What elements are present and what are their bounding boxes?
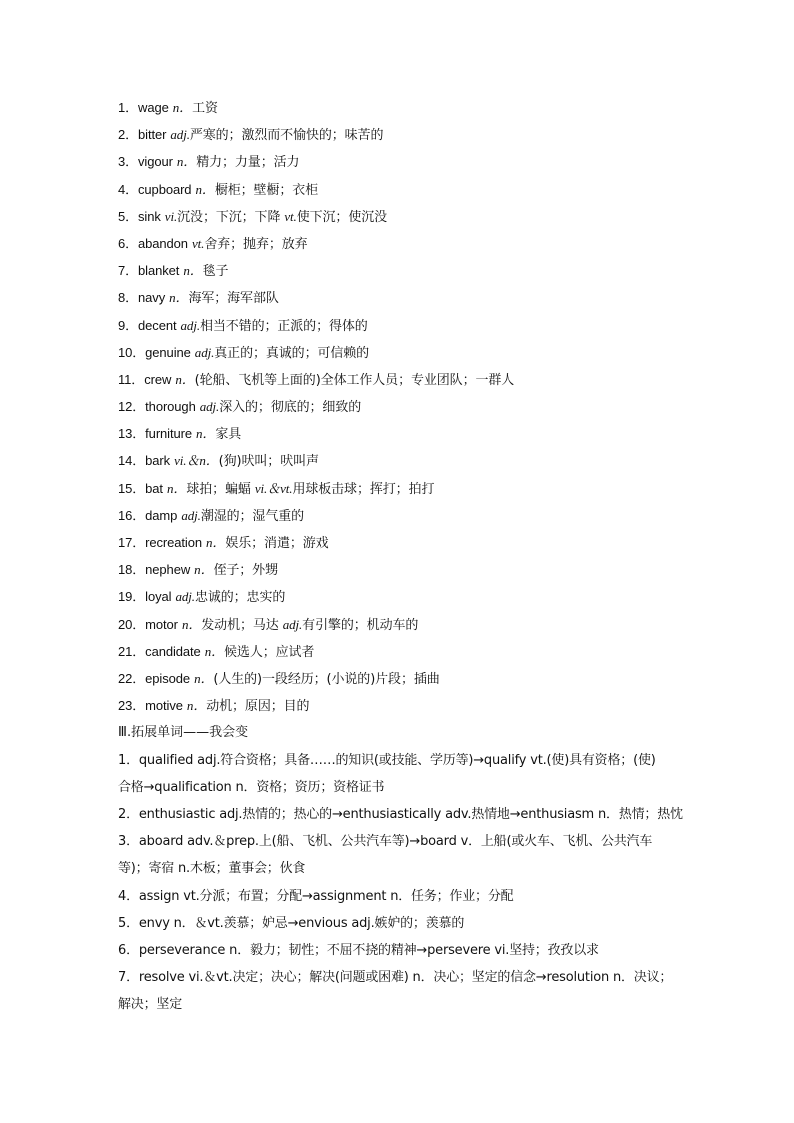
vocab-entry [118, 176, 683, 203]
headword: episode [145, 670, 191, 686]
extended-entry [118, 883, 683, 910]
entry-number: 3． [118, 154, 139, 170]
entry-text: 等)；寄宿 [118, 861, 179, 877]
part-of-speech: vi.＆n． [174, 453, 219, 469]
definition: 精力；力量；活力 [196, 155, 300, 171]
definition: 工资 [192, 101, 218, 116]
headword: vigour [138, 154, 173, 170]
entry-text: 热情；热忱 [618, 806, 683, 822]
headword: furniture [145, 426, 192, 442]
part-of-speech: n． [206, 535, 226, 550]
entry-line [118, 937, 683, 964]
part-of-speech: adj. [197, 752, 221, 768]
entry-text: 热情地→enthusiasm [471, 806, 598, 822]
entry-number: 13． [118, 426, 146, 442]
entry-number: 15． [118, 480, 146, 496]
vocab-entry [118, 638, 683, 665]
part-of-speech: n． [176, 154, 197, 170]
entry-line [118, 883, 683, 910]
part-of-speech: n． [181, 616, 202, 632]
part-of-speech: n． [175, 371, 195, 387]
headword: bat [145, 480, 163, 496]
entry-text: 决心；坚定的信念→resolution [433, 970, 613, 986]
headword: sink [138, 208, 161, 224]
entry-line [118, 774, 683, 801]
headword: candidate [145, 643, 201, 659]
vocab-entry [118, 611, 683, 638]
vocab-entry [118, 447, 683, 474]
entry-text: 5．envy [118, 915, 174, 931]
part-of-speech: v． [460, 834, 481, 850]
entry-text: 符合资格；具备……的知识(或技能、学历等)→qualify [220, 752, 531, 768]
entry-line [118, 828, 683, 855]
entry-text: 羡慕；妒忌→envious [223, 915, 352, 931]
part-of-speech: vi. [494, 942, 510, 958]
part-of-speech: n． [186, 698, 207, 714]
part-of-speech: vt. [192, 235, 205, 251]
part-of-speech: n．＆vt. [173, 915, 224, 931]
part-of-speech: adj. [170, 127, 190, 143]
headword: recreation [145, 535, 202, 550]
part-of-speech: n． [235, 779, 257, 795]
vocab-entry [118, 692, 683, 719]
entry-number: 7． [118, 263, 139, 279]
entry-number: 9． [118, 317, 139, 333]
definition: 潮湿的；湿气重的 [200, 508, 305, 524]
entry-number: 14． [118, 453, 146, 469]
headword: decent [138, 317, 177, 333]
headword: crew [144, 371, 172, 387]
part-of-speech: adj. [181, 507, 201, 523]
definition: 有引擎的；机动车的 [302, 617, 419, 633]
entry-line [118, 855, 683, 882]
part-of-speech: n． [229, 942, 251, 958]
part-of-speech: vt. [183, 888, 200, 904]
entry-line [118, 964, 683, 991]
headword: damp [145, 507, 178, 523]
definition: (轮船、飞机等上面的)全体工作人员；专业团队；一群人 [194, 372, 515, 388]
entry-number: 11． [118, 371, 145, 387]
entry-text: 3．aboard [118, 834, 188, 850]
part-of-speech: adj. [194, 344, 215, 360]
part-of-speech: n． [172, 100, 193, 115]
part-of-speech: adv. [445, 806, 472, 822]
vocab-entry [118, 203, 683, 230]
part-of-speech: adj. [351, 915, 375, 931]
part-of-speech: adj. [180, 317, 200, 333]
entry-line [118, 910, 683, 937]
part-of-speech: vi.＆vt. [254, 480, 293, 496]
entry-text: 毅力；韧性；不屈不挠的精神→persevere [250, 942, 495, 958]
part-of-speech: adv.＆prep. [187, 834, 259, 850]
vocab-entry [118, 393, 683, 420]
part-of-speech: adj. [219, 806, 243, 822]
definition: 海军；海军部队 [188, 291, 279, 307]
entry-text: 嫉妒的；羡慕的 [374, 915, 465, 931]
extended-entry [118, 801, 683, 828]
part-of-speech: n． [167, 480, 187, 496]
definition: (狗)吠叫；吠叫声 [218, 454, 319, 470]
entry-number: 19． [118, 589, 146, 605]
headword: motive [145, 698, 183, 714]
definition: 使下沉；使沉没 [296, 209, 388, 225]
entry-text: 木板；董事会；伙食 [190, 861, 306, 877]
headword: bark [145, 453, 171, 469]
extended-entry [118, 964, 683, 1018]
definition: 忠诚的；忠实的 [194, 590, 286, 606]
vocab-entry [118, 148, 683, 175]
entry-text: 2．enthusiastic [118, 806, 220, 822]
vocab-entry [118, 121, 683, 148]
extended-vocab-list [118, 747, 683, 1019]
vocab-entry [118, 665, 683, 692]
part-of-speech: n． [204, 643, 225, 659]
headword: nephew [145, 562, 191, 578]
entry-text: 7．resolve [118, 970, 189, 986]
definition: 舍弃；抛弃；放弃 [204, 236, 308, 252]
part-of-speech: n． [169, 290, 189, 306]
part-of-speech: adj. [199, 399, 220, 415]
document-content [118, 94, 683, 1019]
part-of-speech: n． [612, 970, 634, 986]
vocab-entry [118, 257, 683, 284]
entry-number: 18． [118, 562, 146, 578]
entry-text: 1．qualified [118, 752, 198, 768]
definition: 真正的；真诚的；可信赖的 [214, 345, 370, 361]
entry-number: 2． [118, 127, 139, 143]
part-of-speech: n. [178, 861, 190, 877]
headword: motor [145, 616, 178, 632]
definition: 相当不错的；正派的；得体的 [199, 318, 368, 334]
entry-text: 决议； [633, 970, 673, 986]
entry-number: 10． [118, 344, 146, 360]
entry-text: (使)具有资格；(使) [546, 752, 656, 768]
part-of-speech: n． [183, 263, 203, 279]
vocab-entry [118, 583, 683, 610]
extended-entry [118, 937, 683, 964]
part-of-speech: adj. [175, 589, 195, 605]
entry-text: 解决；坚定 [118, 997, 183, 1013]
part-of-speech: n． [412, 970, 434, 986]
extended-entry [118, 747, 683, 801]
headword: wage [138, 100, 169, 115]
definition: 娱乐；消遣；游戏 [225, 536, 329, 551]
definition: 球拍；蝙蝠 [186, 481, 255, 497]
part-of-speech: vi. [164, 208, 178, 224]
entry-number: 4． [118, 181, 139, 197]
part-of-speech: n． [195, 181, 215, 197]
vocab-entry [118, 366, 683, 393]
headword: abandon [138, 235, 188, 251]
entry-number: 17． [118, 535, 146, 550]
entry-text: 合格→qualification [118, 779, 236, 795]
entry-text: 热情的；热心的→enthusiastically [242, 806, 446, 822]
part-of-speech: vt. [530, 752, 547, 768]
headword: bitter [138, 127, 167, 143]
definition: 家具 [215, 427, 242, 443]
entry-text: 6．perseverance [118, 942, 230, 958]
entry-number: 6． [118, 235, 139, 251]
headword: blanket [138, 263, 180, 279]
entry-number: 5． [118, 208, 139, 224]
vocab-entry [118, 475, 683, 502]
definition: 发动机；马达 [201, 617, 283, 633]
entry-line [118, 801, 683, 828]
headword: thorough [145, 399, 196, 415]
part-of-speech: n． [597, 806, 619, 822]
definition: 用球板击球；挥打；拍打 [292, 481, 435, 497]
vocab-entry [118, 502, 683, 529]
entry-text: 上(船、飞机、公共汽车等)→board [258, 834, 461, 850]
vocab-entry [118, 312, 683, 339]
part-of-speech: n． [194, 562, 214, 578]
part-of-speech: n． [390, 888, 412, 904]
entry-number: 12． [118, 399, 146, 415]
definition: 深入的；彻底的；细致的 [219, 400, 362, 416]
entry-number: 8． [118, 290, 139, 306]
entry-number: 20． [118, 616, 146, 632]
entry-text: 坚持；孜孜以求 [509, 942, 599, 958]
entry-text: 4．assign [118, 888, 184, 904]
entry-text: 任务；作业；分配 [411, 888, 514, 904]
definition: 侄子；外甥 [213, 563, 278, 579]
entry-text: 决定；决心；解决(问题或困难) [232, 970, 413, 986]
vocab-entry [118, 94, 683, 121]
part-of-speech: n． [196, 426, 216, 442]
definition: (人生的)一段经历；(小说的)片段；插曲 [213, 671, 440, 687]
part-of-speech: vi.＆vt. [188, 970, 233, 986]
vocab-list [118, 94, 683, 719]
headword: cupboard [138, 181, 192, 197]
definition: 动机；原因；目的 [206, 699, 310, 715]
entry-number: 1． [118, 100, 139, 115]
vocab-entry [118, 556, 683, 583]
vocab-entry [118, 529, 683, 556]
vocab-entry [118, 230, 683, 257]
definition: 候选人；应试者 [224, 644, 315, 660]
extended-entry [118, 910, 683, 937]
entry-text: 分派；布置；分配→assignment [199, 888, 391, 904]
part-of-speech: adj. [282, 616, 303, 632]
headword: loyal [145, 589, 172, 605]
vocab-entry [118, 339, 683, 366]
definition: 沉没；下沉；下降 [177, 209, 285, 225]
definition: 毯子 [202, 264, 229, 280]
entry-line [118, 991, 683, 1018]
entry-number: 21． [118, 643, 146, 659]
vocab-entry [118, 420, 683, 447]
definition: 严寒的；激烈而不愉快的；味苦的 [189, 128, 384, 144]
entry-number: 23． [118, 698, 146, 714]
vocab-entry [118, 284, 683, 311]
headword: genuine [145, 344, 191, 360]
entry-text: 上船(或火车、飞机、公共汽车 [480, 834, 653, 850]
section-heading: Ⅲ.拓展单词——我会变 [118, 725, 249, 741]
headword: navy [138, 290, 166, 306]
definition: 橱柜；壁橱；衣柜 [214, 182, 319, 198]
extended-entry [118, 828, 683, 882]
entry-line [118, 747, 683, 774]
entry-number: 22． [118, 670, 146, 686]
entry-number: 16． [118, 507, 146, 523]
part-of-speech: vt. [284, 208, 297, 224]
entry-text: 资格；资历；资格证书 [256, 779, 385, 795]
part-of-speech: n． [194, 670, 214, 686]
